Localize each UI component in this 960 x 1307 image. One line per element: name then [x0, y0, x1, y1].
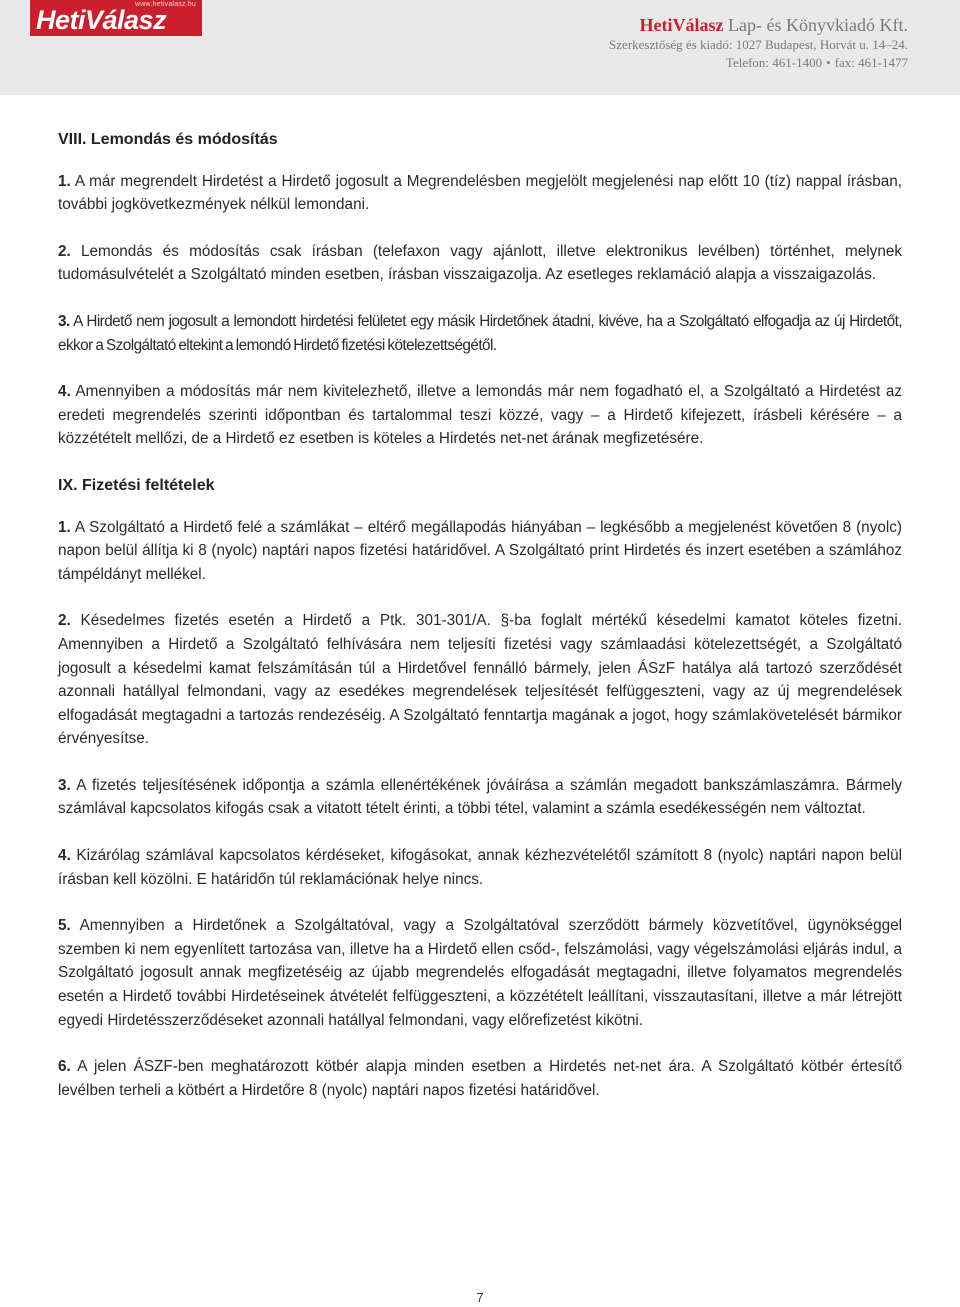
- paragraph-number: 3.: [58, 312, 70, 330]
- paragraph-viii-3: [58, 310, 902, 357]
- logo-text: HetiVálasz: [36, 5, 167, 35]
- company-phone: Telefon: 461-1400: [725, 55, 823, 70]
- contact-separator: •: [826, 55, 831, 70]
- paragraph-viii-1: [58, 170, 902, 217]
- section-heading-ix: IX. Fizetési feltételek: [58, 476, 215, 494]
- paragraph-number: 3.: [58, 776, 71, 794]
- paragraph-text: A Hirdető nem jogosult a lemondott hirdetési felületet egy másik Hirdetőnek átadni, kivéve, ha a Szolgáltató elfogadja az új Hirdetőt, ekkor a Szolgáltató eltekint a lemondó Hirdető fizetési kötelezettségétől.: [58, 312, 902, 354]
- paragraph-number: 2.: [58, 612, 71, 630]
- paragraph-text: Kizárólag számlával kapcsolatos kérdéseket, kifogásokat, annak kézhezvételétől számított 8 (nyolc) naptári napon belül írásban kell közölni. E határidőn túl reklamációnak helye nincs.: [58, 847, 902, 888]
- company-address: Szerkesztőség és kiadó: 1027 Budapest, Horvát u. 14–24.: [609, 37, 908, 52]
- company-name: [609, 14, 908, 36]
- paragraph-ix-6: [58, 1055, 902, 1102]
- page-number: 7: [476, 1290, 484, 1305]
- paragraph-text: Amennyiben a módosítás már nem kivitelezhető, illetve a lemondás már nem fogadható el, a Szolgáltató a Hirdetést az eredeti megrendelés szerinti időpontban és tartalommal teszi közzé, vagy – a Hirdető kifejezett, írásbeli kérésére – a közzétételt mellőzi, de a Hirdető ez esetben is köteles a Hirdetés net-net árának megfizetésére.: [58, 383, 902, 448]
- paragraph-viii-2: [58, 240, 902, 287]
- paragraph-text: Amennyiben a Hirdetőnek a Szolgáltatóval, vagy a Szolgáltatóval szerződött bármely közvetítővel, ügynökséggel szemben ki nem egyenlített tartozása van, illetve ha a Hirdető ellen csőd-, felszámolási, vagy végelszámolási eljárás indul, a Szolgáltató jogosult annak megfizetéséig az újabb megrendelés elfogadását megtagadni, illetve folyamatos megrendelés esetén a Hirdető további Hirdetéseinek átvételét felfüggeszteni, a közzétételt leállítani, visszautasítani, illetve a már létrejött egyedi Hirdetésszerződéseket azonnali hatállyal felmondani, vagy előrefizetést kikötni.: [58, 917, 902, 1029]
- company-brand: HetiVálasz: [639, 15, 724, 35]
- paragraph-ix-5: [58, 914, 902, 1032]
- paragraph-number: 2.: [58, 242, 71, 260]
- paragraph-ix-3: [58, 774, 902, 821]
- paragraph-number: 4.: [58, 847, 71, 865]
- paragraph-ix-1: [58, 516, 902, 587]
- paragraph-number: 1.: [58, 172, 71, 190]
- paragraph-text: A Szolgáltató a Hirdető felé a számlákat – eltérő megállapodás hiányában – legkésőbb a megjelenést követően 8 (nyolc) napon belül állítja ki 8 (nyolc) naptári napos fizetési határidővel. A Szolgáltató print Hirdetés és inzert esetében a számlához támpéldányt mellékel.: [58, 518, 902, 583]
- paragraph-ix-4: [58, 844, 902, 891]
- paragraph-text: A fizetés teljesítésének időpontja a számla ellenértékének jóváírása a számlán megadott bankszámlaszámra. Bármely számlával kapcsolatos kifogás csak a vitatott tételt érinti, a többi tétel, valamint a számla esedékességén nem változtat.: [58, 776, 902, 818]
- paragraph-ix-2: [58, 609, 902, 751]
- hetivalasz-logo: [30, 0, 202, 36]
- paragraph-number: 1.: [58, 518, 71, 536]
- section-heading-viii: VIII. Lemondás és módosítás: [58, 131, 278, 148]
- logo-url: www.hetivalasz.hu: [135, 1, 196, 8]
- paragraph-number: 5.: [58, 917, 71, 935]
- document-body: [58, 128, 902, 1125]
- paragraph-text: Lemondás és módosítás csak írásban (telefaxon vagy ajánlott, illetve elektronikus levélben) történhet, melynek tudomásulvételét a Szolgáltató minden esetben, írásban visszaigazolja. Az esetleges reklamáció alapja a visszaigazolás.: [58, 242, 902, 284]
- company-name-rest: Lap- és Könyvkiadó Kft.: [723, 15, 908, 35]
- paragraph-number: 4.: [58, 383, 71, 401]
- paragraph-text: A már megrendelt Hirdetést a Hirdető jogosult a Megrendelésben megjelölt megjelenési nap előtt 10 (tíz) nappal írásban, további jogkövetkezmények nélkül lemondani.: [58, 172, 902, 214]
- paragraph-text: Késedelmes fizetés esetén a Hirdető a Ptk. 301-301/A. §-ba foglalt mértékű késedelmi kamatot köteles fizetni. Amennyiben a Hirdető a Szolgáltató felhívására nem teljesíti fizetési vagy számlaadási kötelezettségét, a Szolgáltató jogosult a késedelmi kamat felszámításán túl a Hirdetővel fennálló bármely, jelen ÁSzF hatálya alá tartozó szerződését azonnali hatállyal felmondani, vagy az esedékes megrendelések teljesítését felfüggeszteni, vagy az új megrendelések elfogadását megtagadni a tartozás rendezéséig. A Szolgáltató fenntartja magának a jogot, hogy számlakövetelését bármikor érvényesítse.: [58, 612, 902, 748]
- company-fax: fax: 461-1477: [834, 55, 908, 70]
- paragraph-number: 6.: [58, 1058, 71, 1076]
- company-contact: [609, 54, 908, 72]
- page-header: [0, 0, 960, 95]
- company-info: [609, 14, 908, 72]
- paragraph-text: A jelen ÁSZF-ben meghatározott kötbér alapja minden esetben a Hirdetés net-net ára. A Szolgáltató kötbér értesítő levélben terheli a kötbért a Hirdetőre 8 (nyolc) naptári napos fizetési határidővel.: [58, 1058, 902, 1099]
- paragraph-viii-4: [58, 380, 902, 451]
